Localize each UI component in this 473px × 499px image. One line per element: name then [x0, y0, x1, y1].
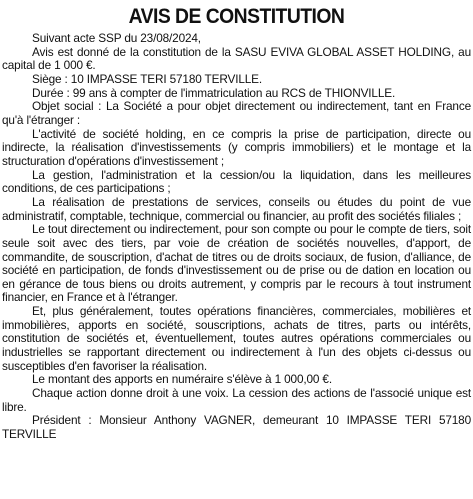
paragraph-management: La gestion, l'administration et la cession/ou la liquidation, dans les meilleures conditions, de ces participations ;: [2, 167, 471, 196]
paragraph-holding-activity: L'activité de société holding, en ce compris la prise de participation, directe ou indirecte, la réalisation d'investissements (y compris immobiliers) et le montage et la structuration d'opérations d'investissement ;: [2, 126, 471, 168]
paragraph-company: Avis est donné de la constitution de la SASU EVIVA GLOBAL ASSET HOLDING, au capital de 1 000 €.: [2, 44, 471, 73]
paragraph-services: La réalisation de prestations de services, conseils ou études du point de vue administratif, comptable, technique, commercial ou financier, au profit des sociétés filiales ;: [2, 194, 471, 223]
paragraph-means: Le tout directement ou indirectement, pour son compte ou pour le compte de tiers, soit seule soit avec des tiers, par voie de création de sociétés nouvelles, d'apport, de commandite, de souscription, d'achat de titres ou de droits sociaux, de fusion, d'alliance, de société en participation, de fonds d'investissement ou de prise ou de dation en location ou en gérance de tous biens ou droits autrement, y compris par le recours à tout instrument financier, en France et à l'étranger.: [2, 222, 471, 305]
paragraph-registered-office: Siège : 10 IMPASSE TERI 57180 TERVILLE.: [32, 71, 263, 86]
paragraph-corporate-purpose: Objet social : La Société a pour objet directement ou indirectement, tant en France qu'à l'étranger :: [2, 99, 471, 127]
paragraph-deed: Suivant acte SSP du 23/08/2024,: [32, 31, 201, 45]
notice-title: AVIS DE CONSTITUTION: [128, 4, 345, 28]
paragraph-duration: Durée : 99 ans à compter de l'immatriculation au RCS de THIONVILLE.: [32, 85, 396, 100]
paragraph-general-operations: Et, plus généralement, toutes opérations financières, commerciales, mobilières et immobilières, apports en société, souscriptions, achats de titres, parts ou intérêts, constitution de sociétés et, éventuellement, toutes autres opérations commerciales ou industrielles se rapportant directement ou indirectement à l'un des objets ci-dessus ou susceptibles d'en favoriser la réalisation.: [2, 304, 471, 373]
paragraph-capital: Le montant des apports en numéraire s'élève à 1 000,00 €.: [32, 372, 332, 387]
paragraph-voting-rights: Chaque action donne droit à une voix. La cession des actions de l'associé unique est libre.: [2, 386, 471, 414]
paragraph-president: Président : Monsieur Anthony VAGNER, demeurant 10 IMPASSE TERI 57180 TERVILLE: [2, 413, 471, 442]
